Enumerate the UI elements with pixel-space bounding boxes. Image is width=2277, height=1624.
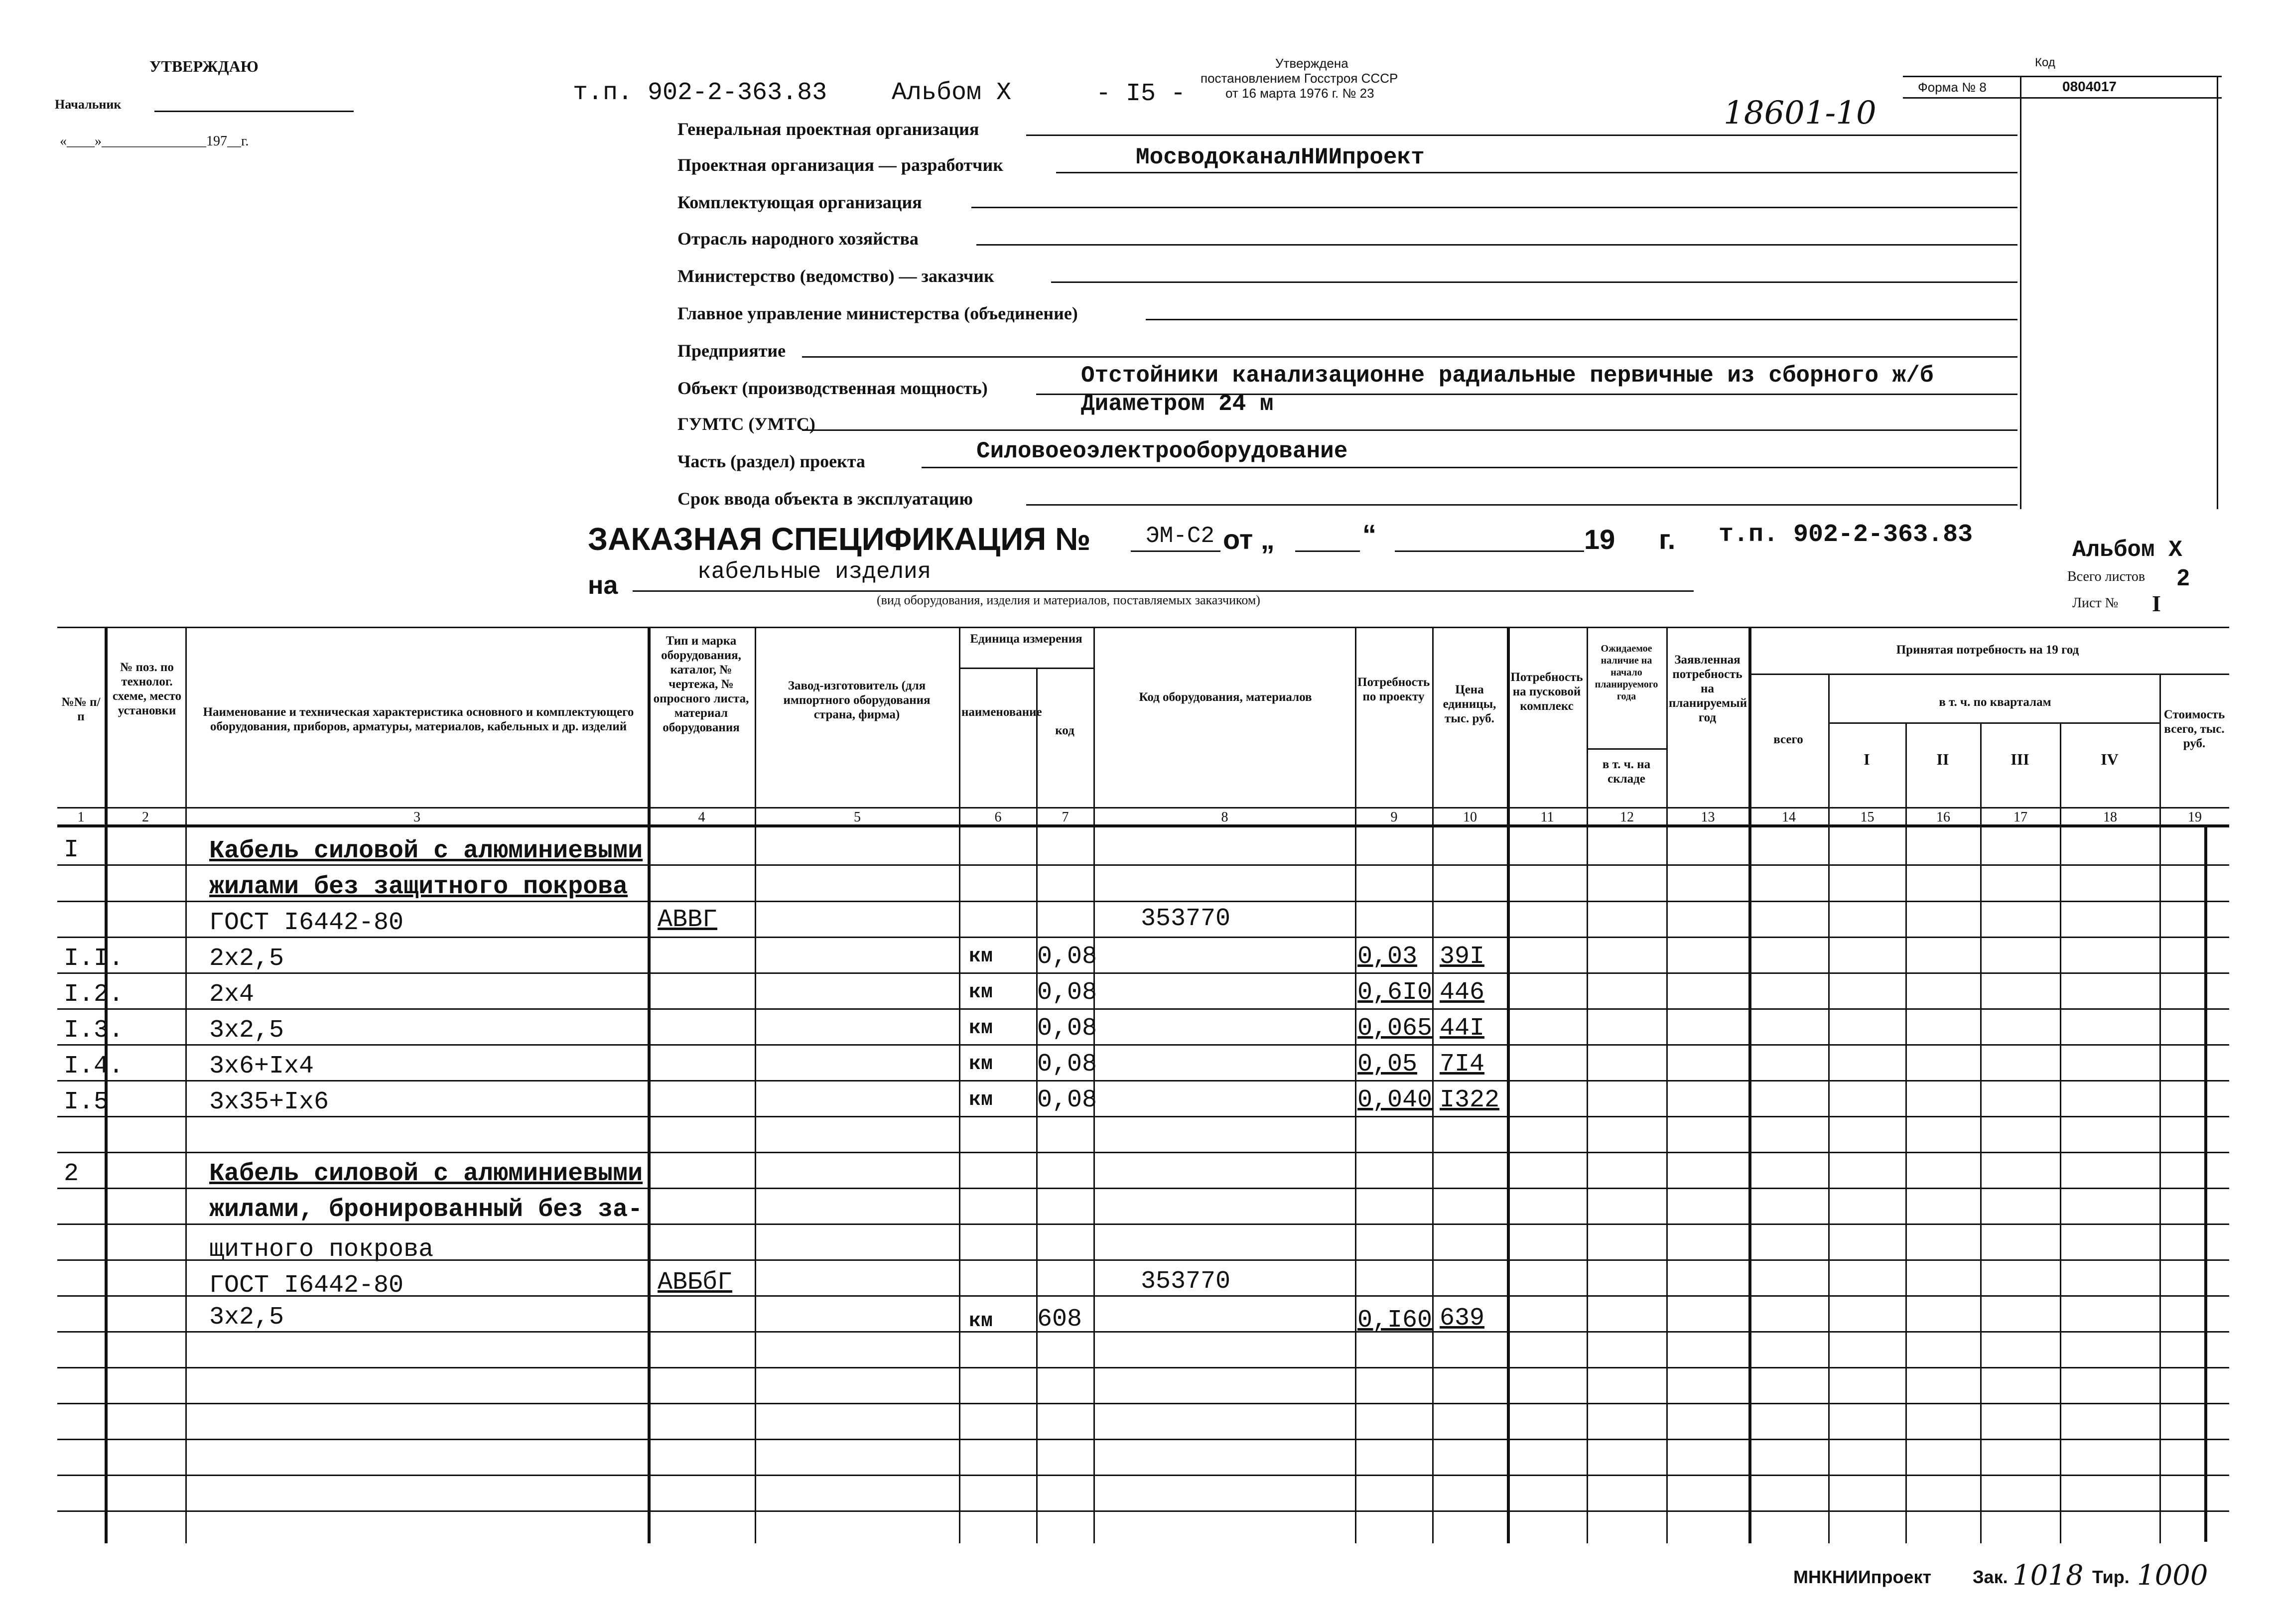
- col-border-11: [1587, 627, 1588, 1543]
- table-header-bottom: [57, 807, 2229, 809]
- col-header-12a: Ожидаемое наличие на начало планируемого года: [1595, 643, 1658, 702]
- col-header-unit: Единица измерения: [970, 632, 1082, 646]
- row-name: 2x2,5: [209, 945, 284, 973]
- col-header-accepted: Принятая потребность на 19 год: [1896, 643, 2079, 657]
- header-code-label: Код: [2035, 56, 2055, 69]
- fields-right-border-1: [2020, 76, 2021, 509]
- spec-sheet: I: [2152, 591, 2161, 616]
- row-line: [57, 1367, 2229, 1368]
- col-header-q1: I: [1864, 750, 1870, 768]
- col-number-12: 12: [1620, 810, 1634, 825]
- col-header-8: Код оборудования, материалов: [1139, 690, 1312, 704]
- footer-order: Зак.: [1973, 1567, 2008, 1587]
- spec-on-value[interactable]: кабельные изделия: [697, 559, 932, 585]
- row-line: [57, 1044, 2229, 1046]
- col-number-2: 2: [142, 810, 149, 825]
- row-price: 39I: [1440, 943, 1485, 971]
- row-equipment-code: 353770: [1141, 905, 1231, 933]
- row-number: I.4.: [64, 1052, 124, 1081]
- col-border-10: [1507, 627, 1510, 1543]
- row-unit-code: 0,08: [1037, 1014, 1097, 1043]
- row-need: 0,065: [1357, 1014, 1433, 1043]
- header-project-no: т.п. 902-2-363.83: [573, 79, 827, 107]
- spec-on-line: [633, 590, 1694, 592]
- row-line: [57, 1439, 2229, 1440]
- col-border-5: [959, 627, 960, 1543]
- approval-date: «____»_______________197__г.: [60, 134, 249, 149]
- col-header-6: наименование: [961, 705, 1042, 719]
- row-name: щитного покрова: [209, 1235, 434, 1264]
- header-page: - I5 -: [1096, 80, 1186, 108]
- row-unit-code: 0,08: [1037, 943, 1097, 971]
- row-price: 639: [1440, 1304, 1485, 1333]
- row-name: Кабель силовой с алюминиевыми: [209, 837, 643, 865]
- spec-total-sheets: 2: [2177, 564, 2190, 590]
- row-price: I322: [1440, 1086, 1500, 1114]
- row-number: I.3.: [64, 1016, 124, 1045]
- header-form-label: Форма № 8: [1918, 80, 1987, 95]
- col-number-13: 13: [1701, 810, 1715, 825]
- footer-run-no: 1000: [2137, 1559, 2208, 1592]
- col-border-right: [2204, 824, 2207, 1542]
- spec-year-prefix: 19: [1584, 524, 1615, 555]
- col-number-11: 11: [1540, 810, 1554, 825]
- col-border-14: [1828, 674, 1830, 1543]
- field-line-project-part: [922, 467, 2017, 468]
- field-label-commissioning: Срок ввода объекта в эксплуатацию: [677, 489, 973, 509]
- col-header-1: №№ п/п: [61, 695, 101, 723]
- row-name: ГОСТ I6442-80: [209, 909, 404, 937]
- row-unit: км: [969, 981, 993, 1004]
- row-name: 3x35+Ix6: [209, 1088, 329, 1116]
- header-approved-2: постановлением Госстроя СССР: [1201, 71, 1398, 86]
- col-border-2: [185, 627, 187, 1543]
- spec-number-line: [1131, 550, 1220, 552]
- col-border-7: [1093, 627, 1095, 1543]
- row-name: 2x4: [209, 980, 255, 1009]
- spec-album: Альбом X: [2072, 537, 2182, 563]
- field-label-main-directorate: Главное управление министерства (объединение): [677, 303, 1078, 323]
- col-border-4: [755, 627, 756, 1543]
- header-handwritten-no: 18601-10: [1724, 95, 1876, 132]
- col-number-1: 1: [77, 810, 85, 825]
- field-value-project-org[interactable]: МосводоканалНИИпроект: [1136, 144, 1425, 170]
- col-header-13: Заявленная потребность на планируемый год: [1669, 653, 1747, 724]
- row-name: Кабель силовой с алюминиевыми: [209, 1160, 643, 1188]
- col-header-q3: III: [2010, 750, 2029, 768]
- col-border-8: [1355, 627, 1356, 1543]
- row-number: I.5: [64, 1088, 109, 1116]
- row-type: АВБбГ: [658, 1268, 733, 1297]
- field-line-completing-org: [971, 207, 2017, 208]
- col-header-11: Потребность на пусковой комплекс: [1510, 671, 1583, 713]
- field-line-industry: [976, 244, 2017, 246]
- unit-subheader-line: [959, 668, 1093, 669]
- col-border-17: [2060, 722, 2061, 1543]
- col-number-17: 17: [2013, 810, 2027, 825]
- spec-on-label: на: [588, 571, 618, 600]
- col-number-14: 14: [1782, 810, 1796, 825]
- field-value-object[interactable]: Отстойники канализационне радиальные первичные из сборного ж/б: [1081, 363, 1934, 389]
- col-header-2: № поз. по технолог. схеме, место установки: [112, 661, 182, 717]
- row-need: 0,03: [1357, 943, 1418, 971]
- row-need: 0,6I0: [1357, 978, 1433, 1007]
- row-unit: км: [969, 1017, 993, 1040]
- row-price: 446: [1440, 978, 1485, 1007]
- row-equipment-code: 353770: [1141, 1267, 1231, 1296]
- col-number-8: 8: [1221, 810, 1228, 825]
- field-line-commissioning: [1026, 504, 2017, 506]
- row-name: 3x2,5: [209, 1016, 284, 1045]
- form-box-top: [1903, 76, 2222, 77]
- spec-month-line: [1395, 550, 1584, 552]
- col-border-3: [648, 627, 651, 1543]
- field-value-project-part[interactable]: Силовоеоэлектрооборудование: [976, 438, 1348, 464]
- row-unit-code: 608: [1037, 1305, 1082, 1334]
- col-header-7: код: [1055, 724, 1074, 737]
- field-label-gumts: ГУМТС (УМТС): [677, 414, 815, 434]
- col-border-9: [1432, 627, 1434, 1543]
- spec-number[interactable]: ЭМ-С2: [1146, 523, 1215, 549]
- spec-from: от „: [1223, 524, 1275, 555]
- row-name: 3x6+Ix4: [209, 1052, 314, 1081]
- header-code-value: 0804017: [2062, 79, 2117, 94]
- col-header-10: Цена единицы, тыс. руб.: [1443, 683, 1496, 725]
- row-unit: км: [969, 946, 993, 968]
- col-header-14: всего: [1773, 733, 1803, 746]
- row-line: [57, 1510, 2229, 1512]
- row-line: [57, 1008, 2229, 1010]
- accepted-subheader-line: [1748, 674, 2229, 675]
- row-line: [57, 1403, 2229, 1404]
- col-border-15: [1905, 722, 1907, 1543]
- field-label-ministry: Министерство (ведомство) — заказчик: [677, 266, 994, 286]
- approval-title: УТВЕРЖДАЮ: [149, 57, 259, 75]
- spec-day-line: [1295, 550, 1360, 552]
- row-number: I.I.: [64, 945, 124, 973]
- col-header-4: Тип и марка оборудования, каталог, № чертежа, № опросного листа, материал оборудования: [653, 634, 749, 734]
- col-number-3: 3: [413, 810, 420, 825]
- form-box-bottom: [1903, 97, 2222, 99]
- col-header-9: Потребность по проекту: [1357, 676, 1430, 703]
- field-label-industry: Отрасль народного хозяйства: [677, 229, 919, 249]
- row-price: 7I4: [1440, 1050, 1485, 1079]
- row-need: 0,I60: [1357, 1306, 1433, 1335]
- row-name: жилами, бронированный без за-: [209, 1196, 643, 1224]
- field-line-enterprise: [802, 356, 2017, 358]
- spec-title: ЗАКАЗНАЯ СПЕЦИФИКАЦИЯ №: [588, 521, 1091, 557]
- col-number-7: 7: [1062, 810, 1069, 825]
- spec-year-suffix: г.: [1659, 524, 1676, 555]
- row-line: [57, 1152, 2229, 1153]
- col-border-16: [1980, 722, 1982, 1543]
- row-number: I.2.: [64, 980, 124, 1009]
- col-header-q2: II: [1936, 750, 1949, 768]
- row-need: 0,05: [1357, 1050, 1418, 1079]
- row-line: [57, 1475, 2229, 1476]
- row-line: [57, 1116, 2229, 1117]
- approval-chief-line: [154, 111, 354, 112]
- row-line: [57, 972, 2229, 974]
- col-header-19: Стоимость всего, тыс. руб.: [2163, 708, 2225, 750]
- field-line-general-org: [1026, 135, 2017, 136]
- row-unit-code: 0,08: [1037, 1086, 1097, 1114]
- col-number-6: 6: [994, 810, 1002, 825]
- footer-order-no: 1018: [2012, 1559, 2084, 1592]
- col-border-left: [105, 627, 108, 1543]
- footer-org: МНКНИИпроект: [1793, 1567, 1932, 1587]
- row-name: жилами без защитного покрова: [209, 873, 628, 901]
- field-value-gumts[interactable]: Диаметром 24 м: [1081, 391, 1274, 417]
- row-unit-code: 0,08: [1037, 978, 1097, 1007]
- col-header-q4: IV: [2101, 750, 2119, 768]
- col-header-12b: в т. ч. на складе: [1602, 758, 1651, 786]
- row-number: I: [64, 836, 79, 864]
- col-number-10: 10: [1463, 810, 1477, 825]
- field-line-gumts: [802, 429, 2017, 431]
- field-label-enterprise: Предприятие: [677, 341, 786, 361]
- row-number: 2: [64, 1160, 79, 1188]
- footer-run: Тир.: [2092, 1567, 2130, 1587]
- spec-total-sheets-label: Всего листов: [2067, 569, 2145, 584]
- row-line: [57, 1331, 2229, 1333]
- field-label-project-org: Проектная организация — разработчик: [677, 155, 1003, 175]
- col-number-5: 5: [854, 810, 861, 825]
- header-approved-1: Утверждена: [1275, 56, 1348, 71]
- row-type: АВВГ: [658, 906, 718, 934]
- row-unit: км: [969, 1310, 993, 1333]
- spec-sheet-label: Лист №: [2072, 595, 2119, 611]
- header-approved-3: от 16 марта 1976 г. № 23: [1225, 86, 1374, 101]
- row-name: ГОСТ I6442-80: [209, 1271, 404, 1300]
- field-label-completing-org: Комплектующая организация: [677, 192, 922, 212]
- col-header-quarters: в т. ч. по кварталам: [1939, 695, 2051, 709]
- col-number-9: 9: [1390, 810, 1398, 825]
- col-number-15: 15: [1860, 810, 1875, 825]
- row-unit: км: [969, 1053, 993, 1076]
- spec-on-hint: (вид оборудования, изделия и материалов, поставляемых заказчиком): [877, 593, 1260, 607]
- row-price: 44I: [1440, 1014, 1485, 1043]
- col-header-3: Наименование и техническая характеристика основного и комплектующего оборудования, приборов, арматуры, материалов, кабельных и др. изделий: [203, 705, 634, 733]
- row-name: 3x2,5: [209, 1303, 284, 1332]
- c12-subheader-line: [1587, 748, 1666, 750]
- field-label-object: Объект (производственная мощность): [677, 378, 988, 398]
- col-number-19: 19: [2188, 810, 2202, 825]
- field-line-project-org: [1056, 172, 2017, 173]
- col-border-13: [1748, 627, 1751, 1543]
- field-line-ministry: [1051, 281, 2017, 283]
- header-album: Альбом X: [892, 79, 1012, 107]
- table-top-line: [57, 627, 2229, 628]
- field-line-main-directorate: [1146, 319, 2017, 320]
- col-header-5: Завод-изготовитель (для импортного оборудования страна, фирма): [783, 679, 931, 721]
- fields-right-border-2: [2217, 76, 2218, 509]
- col-number-18: 18: [2103, 810, 2117, 825]
- approval-chief-label: Начальник: [55, 97, 122, 112]
- field-label-general-org: Генеральная проектная организация: [677, 119, 979, 139]
- field-label-project-part: Часть (раздел) проекта: [677, 451, 865, 471]
- col-border-12: [1666, 627, 1668, 1543]
- col-number-4: 4: [698, 810, 705, 825]
- spec-project-ref: т.п. 902-2-363.83: [1719, 521, 1973, 549]
- spec-quote-close: “: [1362, 519, 1376, 550]
- row-unit: км: [969, 1089, 993, 1111]
- col-border-18: [2159, 674, 2161, 1543]
- row-need: 0,040: [1357, 1086, 1433, 1114]
- row-unit-code: 0,08: [1037, 1050, 1097, 1079]
- quarters-subheader-line: [1828, 722, 2159, 724]
- row-line: [57, 1080, 2229, 1082]
- col-number-16: 16: [1936, 810, 1950, 825]
